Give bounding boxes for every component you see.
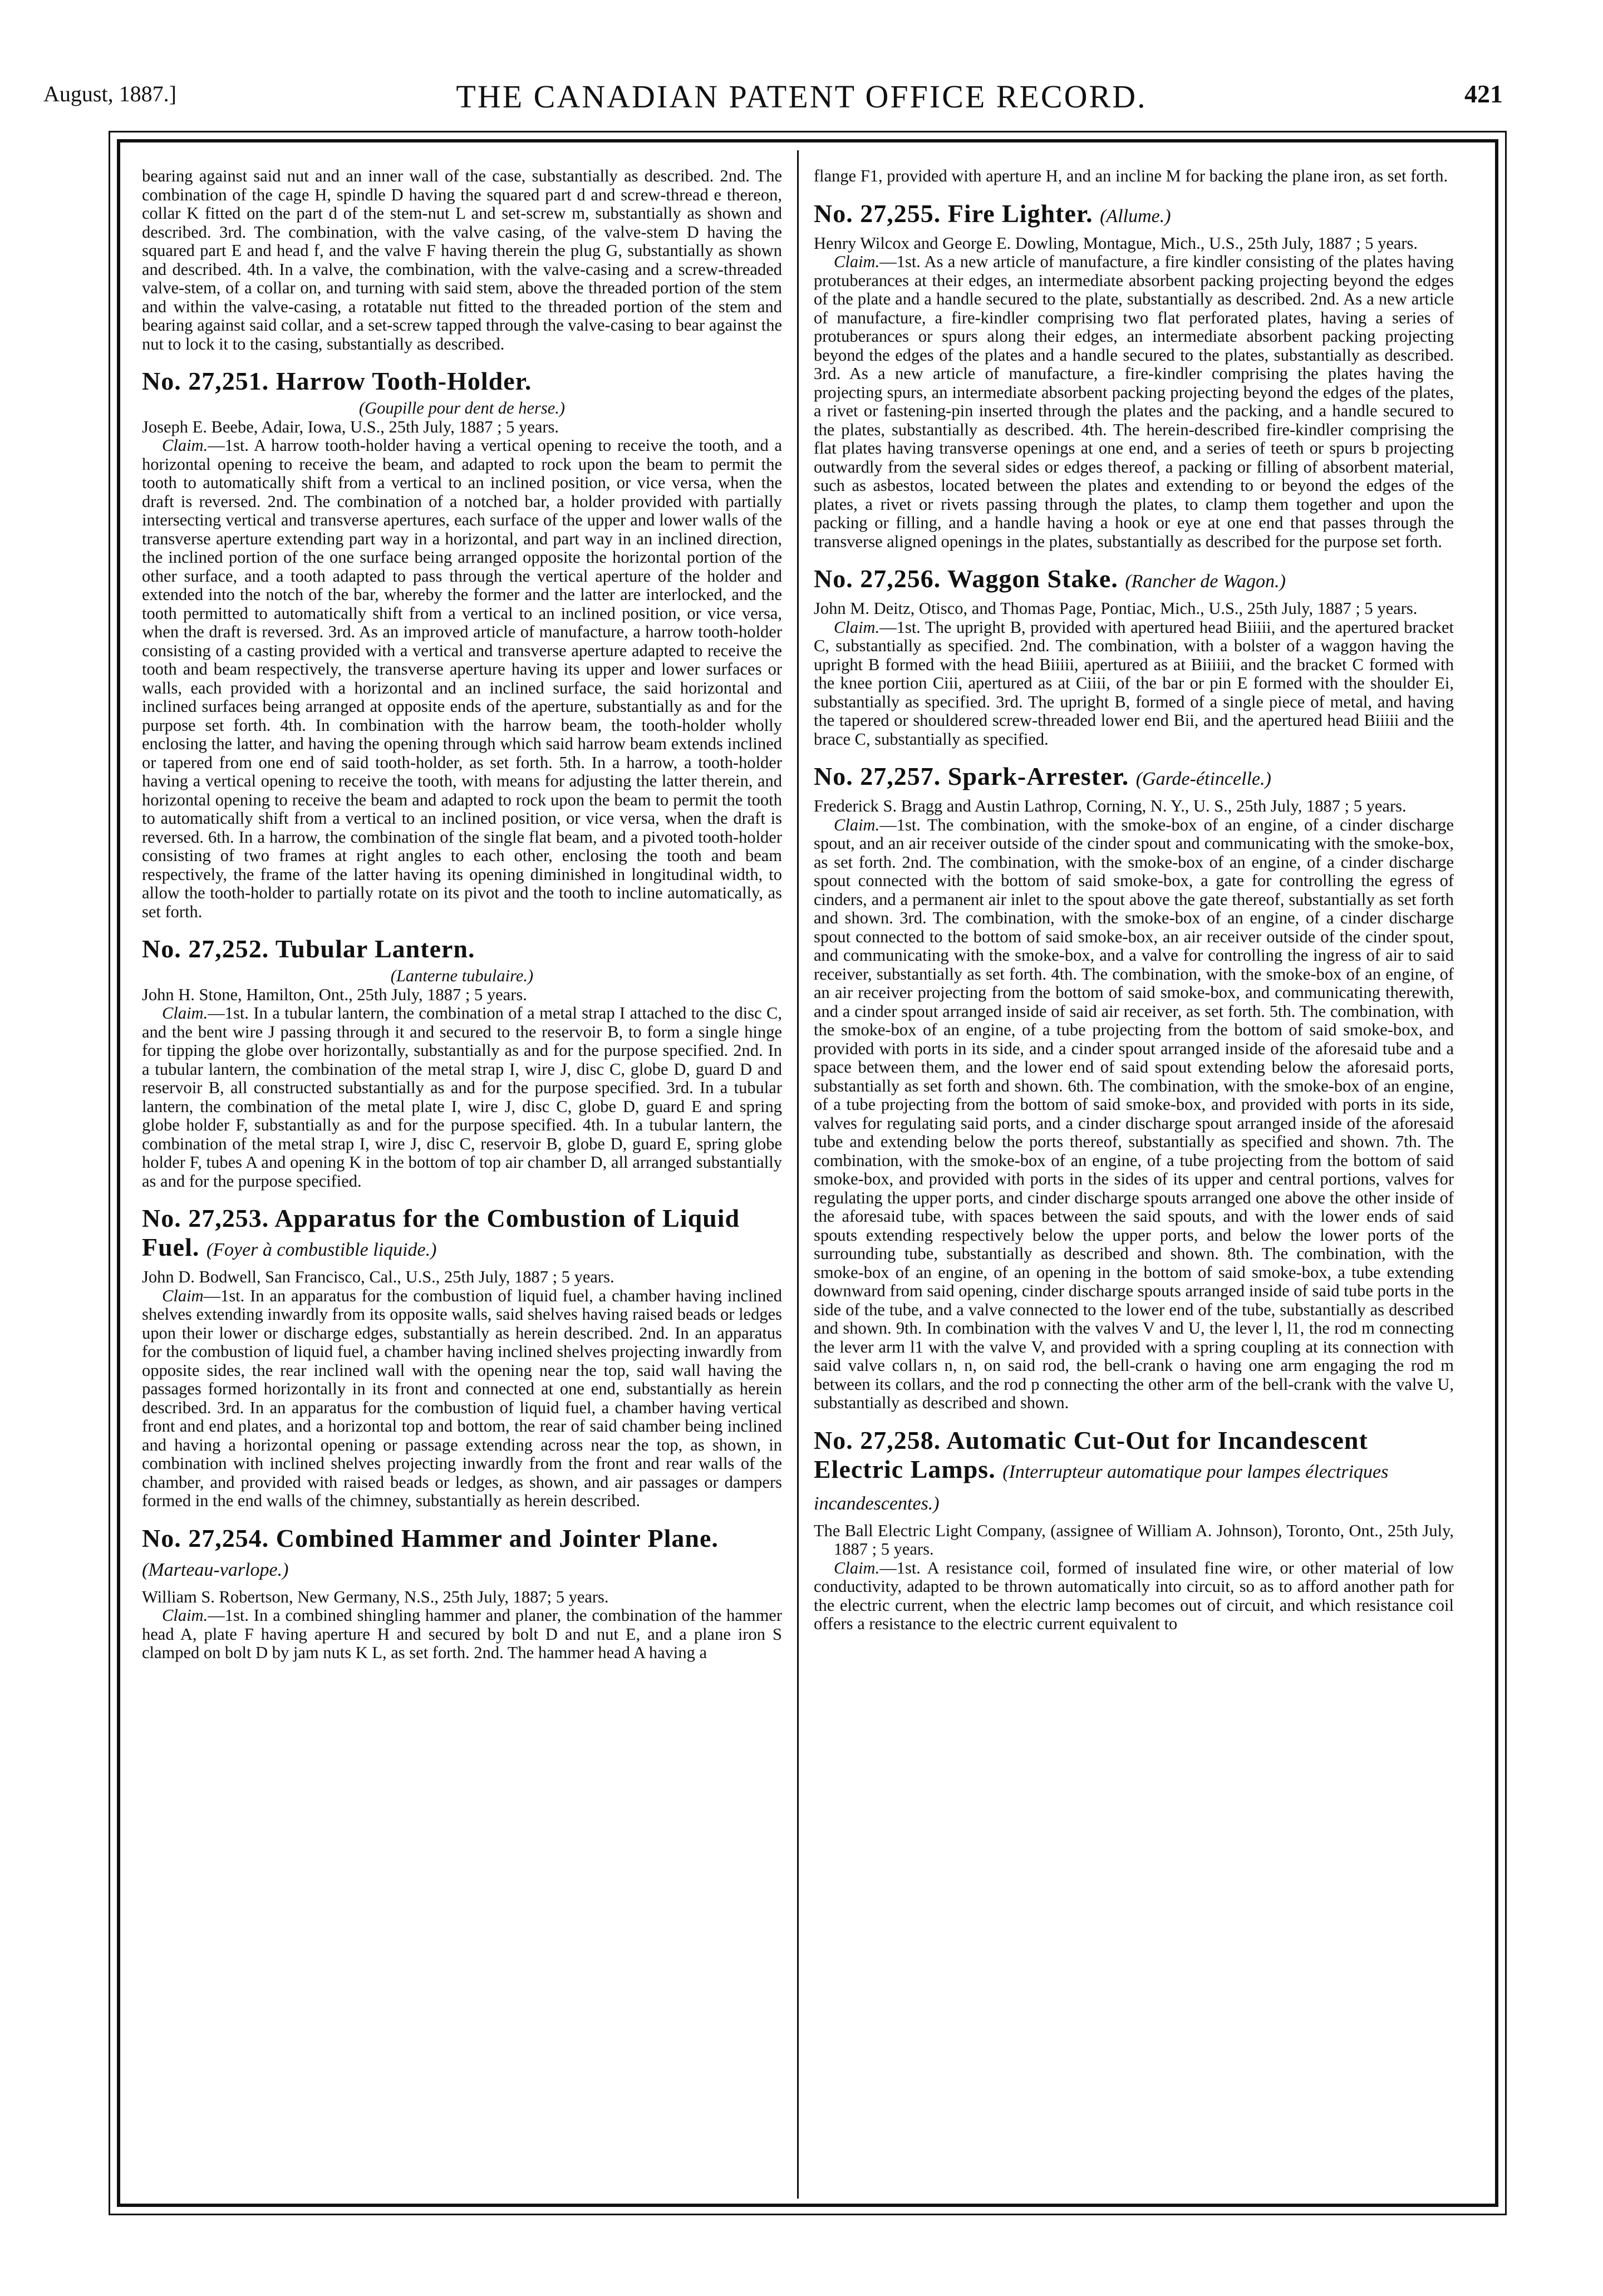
- claim-label: Claim.: [834, 1558, 880, 1577]
- patent-title: Tubular Lantern.: [275, 935, 475, 963]
- patent-number: No. 27,256.: [814, 564, 941, 593]
- patent-title: Apparatus for the Combustion of Liquid Fuel.: [142, 1204, 740, 1261]
- patent-title: Waggon Stake.: [947, 564, 1118, 593]
- french-title: (Garde-étincelle.): [1135, 769, 1271, 789]
- french-title: (Foyer à combustible liquide.): [206, 1240, 437, 1260]
- patent-heading: [142, 1524, 782, 1585]
- patent-claim: [142, 436, 782, 921]
- claim-label: Claim.: [162, 1004, 208, 1022]
- french-title: (Allume.): [1100, 205, 1171, 227]
- continued-claim: flange F1, provided with aperture H, and an incline M for backing the plane iron, as set forth.: [814, 167, 1448, 185]
- patent-heading: [814, 199, 1454, 231]
- patent-entry: [814, 564, 1454, 749]
- french-title: (Interrupteur automatique pour lampes électriques incandescentes.): [814, 1461, 1389, 1514]
- french-title: (Lanterne tubulaire.): [390, 966, 534, 985]
- left-column: [142, 167, 782, 2199]
- patent-grantee: Frederick S. Bragg and Austin Lathrop, Corning, N. Y., U. S., 25th July, 1887 ; 5 years.: [814, 797, 1407, 815]
- patent-claim: [814, 816, 1454, 1413]
- claim-text: —1st. In a tubular lantern, the combination of a metal strap I attached to the disc C, and the bent wire J passing through it and secured to the reservoir B, to form a single hinge for tipping the globe over horizontally, substantially as and for the purpose specified. 2nd. In a tubular lantern, the combination of the metal strap I, wire J, disc C, globe D, guard D and reservoir B, all constructed substantially as and for the purpose specified. 3rd. In a tubular lantern, the combination of the metal plate I, wire J, disc C, globe D, guard E and spring globe holder F, substantially as and for the purpose specified. 4th. In a tubular lantern, the combination of the metal strap I, wire J, disc C, reservoir B, globe D, guard E, spring globe holder F, tubes A and opening K in the bottom of top air chamber D, all arranged substantially as and for the purpose specified.: [142, 1004, 782, 1191]
- issue-date: August, 1887.]: [43, 81, 176, 106]
- column-divider: [797, 150, 799, 2199]
- patent-grantee: Joseph E. Beebe, Adair, Iowa, U.S., 25th July, 1887 ; 5 years.: [142, 417, 559, 436]
- patent-grantee: John D. Bodwell, San Francisco, Cal., U.S., 25th July, 1887 ; 5 years.: [142, 1267, 614, 1286]
- claim-text: —1st. A resistance coil, formed of insulated fine wire, or other material of low conductivity, adapted to be thrown automatically into circuit, so as to afford another path for the electric current, when the electric lamp becomes out of circuit, and which resistance coil offers a resistance to the electric current equivalent to: [814, 1558, 1454, 1633]
- patent-heading: [142, 1204, 782, 1265]
- claim-text: —1st. As a new article of manufacture, a fire kindler consisting of the plates having protuberances at their edges, an intermediate absorbent packing projecting beyond the edges of the plate and a handle secured to the plate, substantially as described. 2nd. As a new article of manufacture, a fire-kindler comprising two flat perforated plates, having a series of protuberances or spurs along their edges, an intermediate absorbent packing projecting beyond the edges of the plates and a handle secured to the plates, substantially as described. 3rd. As a new article of manufacture, a fire-kindler comprising the plates having the projecting spurs, an intermediate absorbent packing projecting beyond the edges of the plates, a rivet or fastening-pin inserted through the plates and the packing, and a handle secured to the plates, substantially as described. 4th. The herein-described fire-kindler comprising the flat plates having transverse openings at one end, and a series of teeth or spurs b projecting outwardly from the several sides or edges thereof, a packing or filling of absorbent material, such as asbestos, located between the plates and extending to or beyond the edges of the plates, a rivet or rivets passing through the plates, to clamp them together and upon the packing or filling, and a handle having a hook or eye at one end that passes through the transverse aligned openings in the plates, substantially as described for the purpose set forth.: [814, 252, 1454, 551]
- patent-heading: [142, 367, 782, 396]
- claim-text: —1st. The upright B, provided with apertured head Biiiii, and the apertured bracket C, substantially as specified. 2nd. The combination, with a bolster of a waggon having the upright B formed with the head Biiiii, apertured as at Biiiiii, and the bracket C formed with the knee portion Ciii, apertured as at Ciiii, of the bar or pin E formed with the shoulder Ei, substantially as specified. 3rd. The upright B, formed of a single piece of metal, and having the tapered or shouldered screw-threaded lower end Bii, and the apertured head Biiiii and the brace C, substantially as specified.: [814, 617, 1454, 749]
- claim-label: Claim.: [834, 815, 880, 834]
- patent-title: Automatic Cut-Out for Incandescent Electric Lamps.: [814, 1425, 1368, 1483]
- patent-title: Fire Lighter.: [947, 199, 1093, 228]
- patent-claim: [142, 1004, 782, 1191]
- patent-heading: [814, 1426, 1454, 1518]
- page-header: [0, 0, 1603, 128]
- claim-label: Claim.: [162, 436, 208, 455]
- patent-number: No. 27,251.: [142, 367, 269, 395]
- claim-text: —1st. In an apparatus for the combustion of liquid fuel, a chamber having inclined shelves extending inwardly from its opposite walls, said shelves having raised beads or ledges upon their lower or discharge edges, substantially as herein described. 2nd. In an apparatus for the combustion of liquid fuel, a chamber having inclined shelves projecting inwardly from opposite sides, the rear inclined wall with the opening near the top, said wall having the passages formed horizontally in its front and connected at one end, substantially as herein described. 3rd. In an apparatus for the combustion of liquid fuel, a chamber having vertical front and end plates, and a horizontal top and bottom, the rear of said chamber being inclined and having a horizontal opening or passage extending across near the top, as shown, in combination with inclined shelves projecting inwardly from the front and rear walls of the chamber, and provided with raised beads or ledges, as shown, and air passages or dampers formed in the end walls of the chimney, substantially as herein described.: [142, 1286, 782, 1510]
- patent-entry: [142, 1204, 782, 1511]
- patent-number: No. 27,258.: [814, 1425, 941, 1454]
- publication-title: THE CANADIAN PATENT OFFICE RECORD.: [456, 78, 1147, 115]
- french-title: (Marteau-varlope.): [142, 1559, 289, 1580]
- claim-text: —1st. The combination, with the smoke-box of an engine, of a cinder discharge spout, and an air receiver outside of the cinder spout and communicating with the smoke-box, as set forth. 2nd. The combination, with the smoke-box of an engine, of a cinder discharge spout connected with the bottom of said smoke-box, a gate for controlling the egress of cinders, and a permanent air inlet to the spout above the gate thereof, substantially as set forth and shown. 3rd. The combination, with the smoke-box of an engine, of a cinder discharge spout connected to the bottom of said smoke-box, an air receiver outside of the cinder spout, and communicating with the smoke-box, and a valve for controlling the ingress of air to said receiver, substantially as set forth. 4th. The combination, with the smoke-box of an engine, of an air receiver projecting from the bottom of said smoke-box, and communicating therewith, and a cinder spout arranged inside of said air receiver, as set forth. 5th. The combination, with the smoke-box of an engine, of a tube projecting from the bottom of said smoke-box, and provided with ports in its side, and a cinder spout arranged inside of the aforesaid tube and a space between them, and the lower end of said spout extending below the aforesaid ports, substantially as set forth and shown. 6th. The combination, with the smoke-box of an engine, of a tube projecting from the bottom of said smoke-box, and provided with ports in its side, valves for regulating said ports, and a cinder discharge spout arranged inside of the aforesaid tube and extending below the ports thereof, substantially as specified and shown. 7th. The combination, with the smoke-box of an engine, of a tube projecting from the bottom of said smoke-box, and provided with ports in the sides of its upper and central portions, valves for regulating the upper ports, and cinder discharge spouts arranged one above the other inside of the aforesaid tube, with spaces between the said spouts, and with the lower ends of said spouts extending respectively below the upper ports, and below the lower ports of the surrounding tube, substantially as described and shown. 8th. The combination, with the smoke-box of an engine, of an opening in the bottom of said smoke-box, a tube extending downward from said opening, cinder discharge spouts arranged inside of said tube ports in the side of the tube, and a valve connected to the lower end of the tube, substantially as described and shown. 9th. In combination with the valves V and U, the lever l, l1, the rod m connecting the lever arm l1 with the valve V, and provided with a spring coupling at its connection with said valve collars n, n, on said rod, the bell-crank o having one arm engaging the rod m between its collars, and the rod p connecting the other arm of the bell-crank with the valve U, substantially as described and shown.: [814, 815, 1454, 1412]
- patent-grantee: Henry Wilcox and George E. Dowling, Montague, Mich., U.S., 25th July, 1887 ; 5 years.: [814, 233, 1418, 253]
- patent-heading: [814, 564, 1454, 596]
- claim-text: —1st. A harrow tooth-holder having a vertical opening to receive the tooth, and a horizontal opening to receive the beam, and adapted to rock upon the beam to permit the tooth to automatically shift from a vertical to an inclined position, or vice versa, when the draft is reversed. 2nd. The combination of a notched bar, a holder provided with partially intersecting vertical and transverse apertures, each surface of the upper and lower walls of the transverse aperture extending part way in a horizontal, and part way in an inclined direction, the inclined portion of the one surface being arranged opposite the horizontal portion of the other surface, and a tooth adapted to pass through the vertical aperture of the holder and extended into the notch of the bar, whereby the former and the latter are interlocked, and the tooth permitted to automatically shift from a vertical to an inclined position, or vice versa, when the draft is reversed. 3rd. As an improved article of manufacture, a harrow tooth-holder consisting of a casting provided with a vertical and transverse aperture adapted to receive the tooth and beam respectively, the transverse aperture having its upper and lower surfaces or walls, each provided with a horizontal and an inclined surface, the said horizontal and inclined surfaces being arranged at opposite ends of the aperture, substantially as and for the purpose set forth. 4th. In combination with the harrow beam, the tooth-holder wholly enclosing the latter, and having the opening through which said harrow beam extends inclined or tapered from one end of said tooth-holder, as set forth. 5th. In a harrow, a tooth-holder having a vertical opening to receive the tooth, with means for adjusting the latter therein, and horizontal opening to receive the beam and adapted to rock upon the beam to permit the tooth to automatically shift from a vertical to an inclined position, or vice versa, when the draft is reversed. 6th. In a harrow, the combination of the single flat beam, and a pivoted tooth-holder consisting of two frames at right angles to each other, enclosing the tooth and beam respectively, the frame of the latter having its opening diminished in longitudinal width, to allow the tooth-holder to partially rotate on its pivot and the tooth to incline automatically, as set forth.: [142, 436, 782, 921]
- patent-claim: [814, 618, 1454, 749]
- french-title: (Rancher de Wagon.): [1125, 571, 1286, 592]
- right-column: [814, 167, 1454, 2199]
- patent-grantee: John H. Stone, Hamilton, Ont., 25th July, 1887 ; 5 years.: [142, 985, 527, 1004]
- patent-heading: [142, 935, 782, 963]
- patent-title: Combined Hammer and Jointer Plane.: [276, 1523, 719, 1552]
- patent-number: No. 27,252.: [142, 935, 269, 963]
- patent-number: No. 27,253.: [142, 1204, 269, 1232]
- claim-label: Claim.: [834, 252, 880, 271]
- page-number: 421: [1464, 80, 1503, 108]
- patent-entry: [814, 199, 1454, 552]
- claim-text: —1st. In a combined shingling hammer and planer, the combination of the hammer head A, plate F having aperture H and secured by bolt D and nut E, and a plane iron S clamped on bolt D by jam nuts K L, as set forth. 2nd. The hammer head A having a: [142, 1606, 782, 1662]
- patent-title: Spark-Arrester.: [947, 762, 1129, 790]
- french-title: (Goupille pour dent de herse.): [358, 399, 566, 417]
- claim-label: Claim: [162, 1286, 204, 1305]
- patent-entry: [142, 367, 782, 921]
- patent-entry: [814, 762, 1454, 1413]
- patent-title: Harrow Tooth-Holder.: [276, 367, 532, 395]
- patent-heading: [814, 762, 1454, 794]
- claim-label: Claim.: [834, 617, 880, 637]
- claim-label: Claim.: [162, 1606, 208, 1625]
- patent-entry: [142, 1524, 782, 1663]
- patent-entry: [814, 1426, 1454, 1634]
- patent-claim: [142, 1287, 782, 1511]
- patent-entry: [142, 935, 782, 1191]
- patent-claim: [142, 1606, 782, 1663]
- patent-number: No. 27,257.: [814, 762, 941, 790]
- patent-grantee: John M. Deitz, Otisco, and Thomas Page, Pontiac, Mich., U.S., 25th July, 1887 ; 5 years.: [814, 599, 1418, 618]
- patent-claim: [814, 1559, 1454, 1634]
- patent-claim: [814, 253, 1454, 551]
- patent-number: No. 27,255.: [814, 199, 941, 228]
- continued-claim: bearing against said nut and an inner wall of the case, substantially as described. 2nd. The combination of the cage H, spindle D having the squared part d and screw-thread e thereon, collar K fitted on the part d of the stem-nut L and set-screw m, substantially as shown and described. 3rd. The combination, with the valve casing, of the valve-stem D having the squared part E and head f, and the valve F having therein the plug G, substantially as shown and described. 4th. In a valve, the combination, with the valve-casing and a screw-threaded valve-stem, of a collar on, and turning with said stem, above the threaded portion of the stem and within the valve-casing, a rotatable nut fitted to the threaded portion of the stem and bearing against said collar, and a set-screw tapped through the valve-casing to bear against the nut to lock it to the casing, substantially as described.: [142, 167, 782, 353]
- patent-number: No. 27,254.: [142, 1523, 269, 1552]
- patent-grantee: The Ball Electric Light Company, (assignee of William A. Johnson), Toronto, Ont., 25th July, 1887 ; 5 years.: [814, 1521, 1454, 1558]
- patent-grantee: William S. Robertson, New Germany, N.S., 25th July, 1887; 5 years.: [142, 1587, 609, 1606]
